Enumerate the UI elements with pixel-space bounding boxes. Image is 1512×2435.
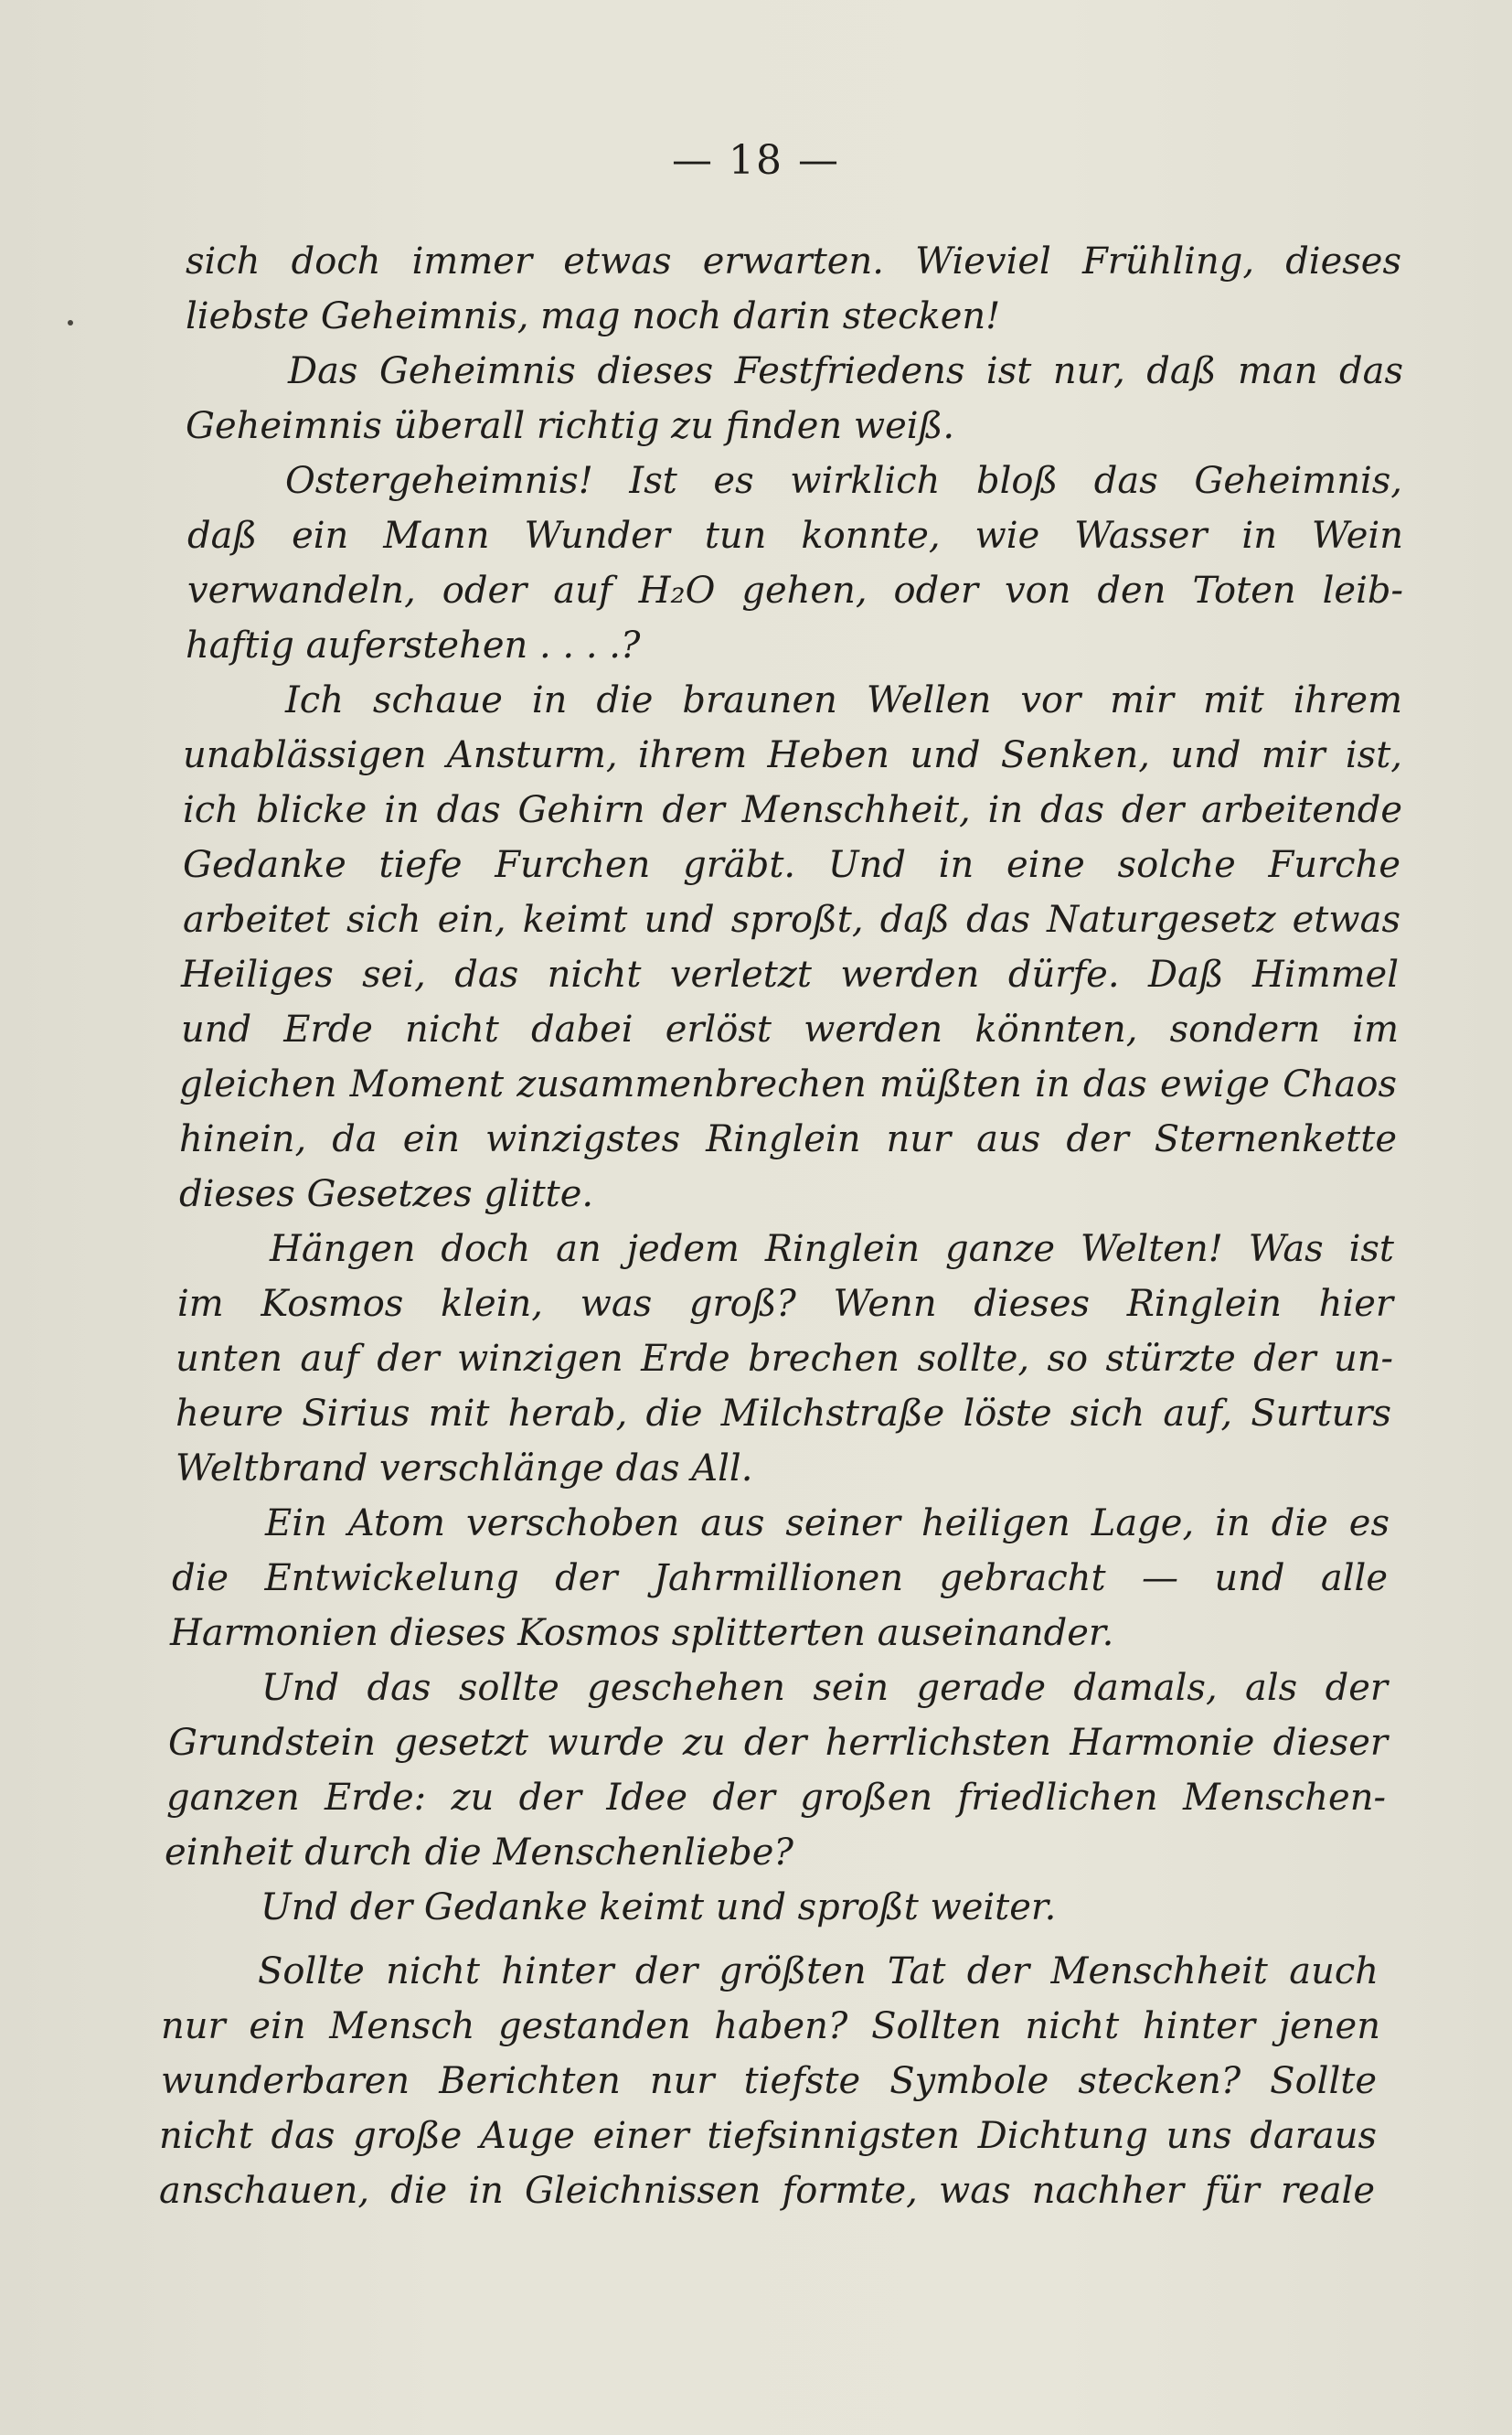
text-line: nur ein Mensch gestanden haben? Sollten nicht hinter jenen bbox=[161, 2005, 1380, 2047]
text-line: Das Geheimnis dieses Festfriedens ist nur, daß man das bbox=[288, 350, 1403, 392]
text-line: sich doch immer etwas erwarten. Wieviel Frühling, dieses bbox=[186, 240, 1401, 283]
text-line: und Erde nicht dabei erlöst werden könnten, sondern im bbox=[181, 1009, 1399, 1051]
text-line: dieses Gesetzes glitte. bbox=[179, 1173, 594, 1215]
text-line: verwandeln, oder auf H₂O gehen, oder von den Toten leib- bbox=[187, 570, 1403, 612]
text-line: unten auf der winzigen Erde brechen sollte, so stürzte der un- bbox=[176, 1338, 1393, 1380]
margin-dot bbox=[68, 320, 73, 326]
text-line: ich blicke in das Gehirn der Menschheit, in das der arbeitende bbox=[183, 789, 1402, 831]
text-line: Und der Gedanke keimt und sproßt weiter. bbox=[261, 1886, 1057, 1928]
text-line: hinein, da ein winzigstes Ringlein nur aus der Sternenkette bbox=[179, 1118, 1397, 1160]
text-line: Harmonien dieses Kosmos splitterten auseinander. bbox=[170, 1612, 1114, 1654]
text-line: Sollte nicht hinter der größten Tat der Menschheit auch bbox=[258, 1950, 1379, 1992]
text-line: Ostergeheimnis! Ist es wirklich bloß das Geheimnis, bbox=[285, 460, 1402, 502]
text-line: wunderbaren Berichten nur tiefste Symbole stecken? Sollte bbox=[161, 2060, 1377, 2102]
text-line: die Entwickelung der Jahrmillionen gebracht — und alle bbox=[172, 1557, 1388, 1599]
text-line: Grundstein gesetzt wurde zu der herrlichsten Harmonie dieser bbox=[168, 1722, 1388, 1764]
text-line: Hängen doch an jedem Ringlein ganze Welten! Was ist bbox=[270, 1228, 1394, 1270]
text-line: Geheimnis überall richtig zu finden weiß. bbox=[186, 405, 955, 447]
text-line: liebste Geheimnis, mag noch darin stecken! bbox=[186, 295, 1001, 337]
text-line: Und das sollte geschehen sein gerade damals, als der bbox=[261, 1667, 1388, 1709]
text-line: Ein Atom verschoben aus seiner heiligen Lage, in die es bbox=[265, 1502, 1390, 1544]
text-line: daß ein Mann Wunder tun konnte, wie Wasser in Wein bbox=[187, 515, 1403, 557]
text-line: heure Sirius mit herab, die Milchstraße löste sich auf, Surturs bbox=[176, 1393, 1391, 1435]
text-line: einheit durch die Menschenliebe? bbox=[165, 1832, 793, 1874]
page-number: — 18 — bbox=[672, 137, 840, 184]
text-line: haftig auferstehen . . . .? bbox=[186, 625, 641, 667]
text-line: ganzen Erde: zu der Idee der großen friedlichen Menschen- bbox=[166, 1777, 1386, 1819]
text-line: nicht das große Auge einer tiefsinnigsten Dichtung uns daraus bbox=[159, 2115, 1377, 2157]
text-line: arbeitet sich ein, keimt und sproßt, daß das Naturgesetz etwas bbox=[183, 899, 1400, 941]
text-line: im Kosmos klein, was groß? Wenn dieses Ringlein hier bbox=[177, 1283, 1393, 1325]
text-line: Ich schaue in die braunen Wellen vor mir mit ihrem bbox=[285, 679, 1402, 721]
text-line: Weltbrand verschlänge das All. bbox=[176, 1447, 753, 1490]
text-line: gleichen Moment zusammenbrechen müßten in das ewige Chaos bbox=[179, 1063, 1397, 1105]
text-line: unablässigen Ansturm, ihrem Heben und Senken, und mir ist, bbox=[183, 734, 1402, 776]
text-line: Heiliges sei, das nicht verletzt werden dürfe. Daß Himmel bbox=[181, 954, 1399, 996]
text-line: Gedanke tiefe Furchen gräbt. Und in eine solche Furche bbox=[183, 844, 1400, 886]
text-line: anschauen, die in Gleichnissen formte, was nachher für reale bbox=[159, 2170, 1375, 2212]
